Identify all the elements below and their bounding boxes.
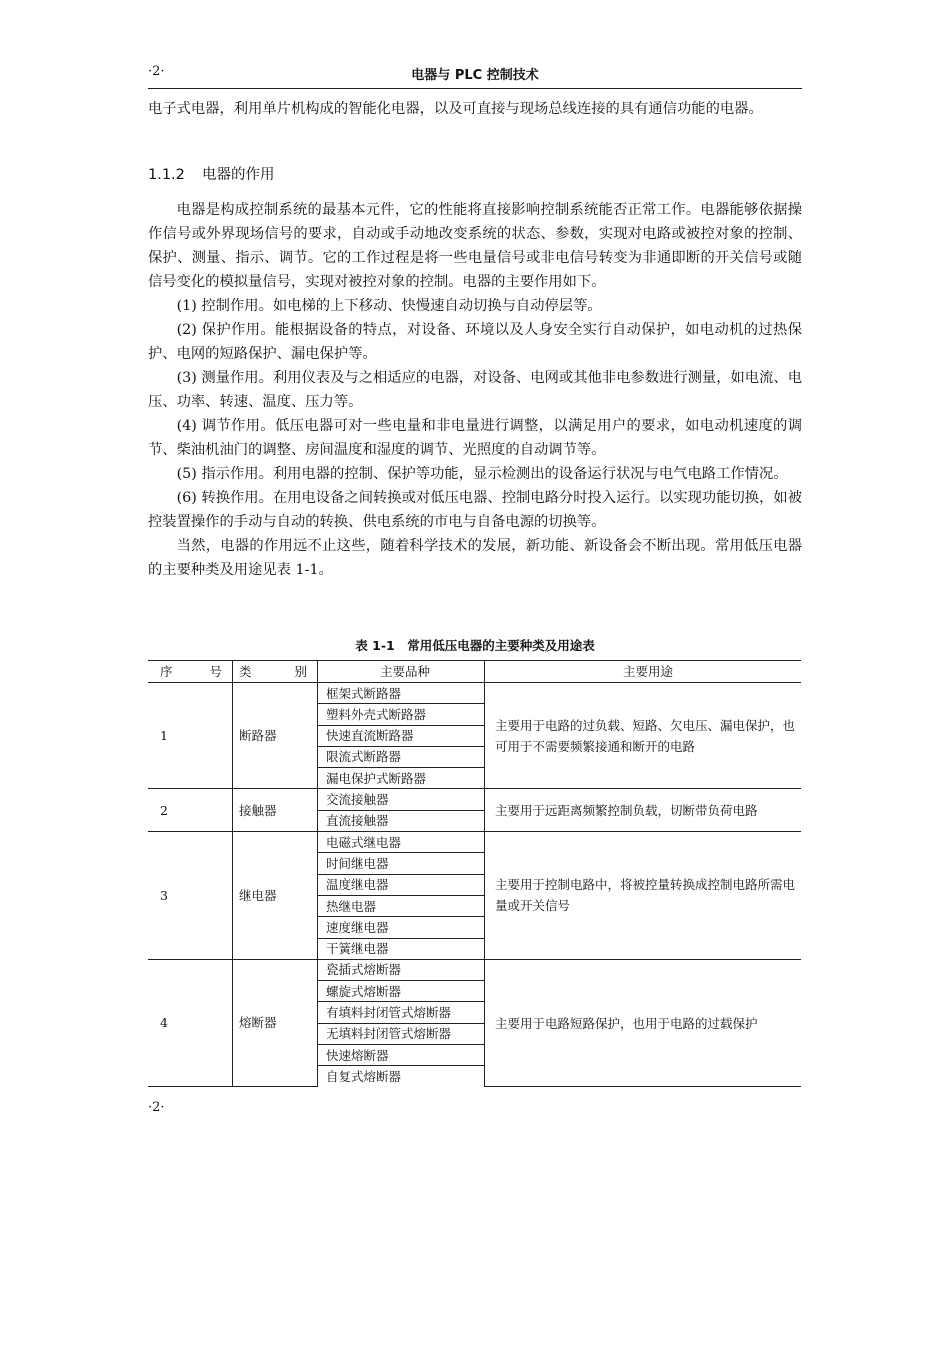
list-item: (4) 调节作用。低压电器可对一些电量和非电量进行调整，以满足用户的要求，如电动机速度的调节、柴油机油门的调整、房间温度和湿度的调节、光照度的自动调节等。 xyxy=(148,418,802,458)
header-seq: 序 号 xyxy=(148,661,233,683)
table-row xyxy=(148,959,801,980)
section-body xyxy=(148,198,802,582)
table-row xyxy=(148,789,801,810)
variety-cell: 电磁式继电器 xyxy=(318,832,485,853)
seq-cell: 2 xyxy=(148,789,233,832)
table-row xyxy=(148,832,801,853)
variety-cell: 漏电保护式断路器 xyxy=(318,768,485,789)
list-item: (2) 保护作用。能根据设备的特点，对设备、环境以及人身安全实行自动保护，如电动机的过热保护、电网的短路保护、漏电保护等。 xyxy=(148,322,802,362)
list-item: (5) 指示作用。利用电器的控制、保护等功能，显示检测出的设备运行状况与电气电路工作情况。 xyxy=(176,466,788,482)
variety-cell: 有填料封闭管式熔断器 xyxy=(318,1002,485,1023)
seq-cell: 1 xyxy=(148,683,233,789)
usage-cell: 主要用于控制电路中，将被控量转换成控制电路所需电量或开关信号 xyxy=(485,832,802,960)
running-header xyxy=(148,64,802,86)
variety-cell: 时间继电器 xyxy=(318,853,485,874)
variety-cell: 快速熔断器 xyxy=(318,1045,485,1066)
variety-cell: 温度继电器 xyxy=(318,874,485,895)
variety-cell: 干簧继电器 xyxy=(318,938,485,959)
footer-page-number: ·2· xyxy=(148,1100,165,1115)
usage-cell: 主要用于电路的过负载、短路、欠电压、漏电保护，也可用于不需要频繁接通和断开的电路 xyxy=(485,683,802,789)
variety-cell: 快速直流断路器 xyxy=(318,725,485,746)
list-item: (3) 测量作用。利用仪表及与之相适应的电器，对设备、电网或其他非电参数进行测量，如电流、电压、功率、转速、温度、压力等。 xyxy=(148,370,802,410)
variety-cell: 框架式断路器 xyxy=(318,683,485,704)
table-row xyxy=(148,683,801,704)
seq-cell: 3 xyxy=(148,832,233,960)
variety-cell: 直流接触器 xyxy=(318,810,485,831)
list-item: (1) 控制作用。如电梯的上下移动、快慢速自动切换与自动停层等。 xyxy=(176,298,602,314)
paragraph: 电器是构成控制系统的最基本元件，它的性能将直接影响控制系统能否正常工作。电器能够依据操作信号或外界现场信号的要求，自动或手动地改变系统的状态、参数，实现对电路或被控对象的控制、保护、测量、指示、调节。它的工作过程是将一些电量信号或非电信号转变为非通即断的开关信号或随信号变化的模拟量信号，实现对被控对象的控制。电器的主要作用如下。 xyxy=(148,202,802,290)
category-cell: 继电器 xyxy=(233,832,318,960)
variety-cell: 螺旋式熔断器 xyxy=(318,981,485,1002)
section-heading xyxy=(148,163,275,184)
variety-cell: 速度继电器 xyxy=(318,917,485,938)
section-number: 1.1.2 xyxy=(148,167,185,183)
list-item: (6) 转换作用。在用电设备之间转换或对低压电器、控制电路分时投入运行。以实现功能切换，如被控装置操作的手动与自动的转换、供电系统的市电与自备电源的切换等。 xyxy=(148,490,802,530)
section-title: 电器的作用 xyxy=(202,167,275,183)
header-category: 类 别 xyxy=(233,661,318,683)
table-header-row xyxy=(148,661,801,683)
header-book-title: 电器与 PLC 控制技术 xyxy=(411,68,539,83)
category-cell: 接触器 xyxy=(233,789,318,832)
header-page-number: ·2· xyxy=(148,64,165,79)
header-usage: 主要用途 xyxy=(485,661,802,683)
variety-cell: 热继电器 xyxy=(318,895,485,916)
devices-table xyxy=(148,660,801,1087)
header-rule xyxy=(148,88,802,89)
variety-cell: 塑料外壳式断路器 xyxy=(318,704,485,725)
header-variety: 主要品种 xyxy=(318,661,485,683)
category-cell: 断路器 xyxy=(233,683,318,789)
table-caption: 表 1-1 常用低压电器的主要种类及用途表 xyxy=(355,638,595,653)
variety-cell: 限流式断路器 xyxy=(318,746,485,767)
intro-block xyxy=(148,97,802,121)
intro-paragraph: 电子式电器，利用单片机构成的智能化电器，以及可直接与现场总线连接的具有通信功能的电器。 xyxy=(148,101,763,117)
variety-cell: 瓷插式熔断器 xyxy=(318,959,485,980)
seq-cell: 4 xyxy=(148,959,233,1086)
usage-cell: 主要用于电路短路保护，也用于电路的过载保护 xyxy=(485,959,802,1086)
variety-cell: 无填料封闭管式熔断器 xyxy=(318,1023,485,1044)
variety-cell: 自复式熔断器 xyxy=(318,1066,485,1087)
category-cell: 熔断器 xyxy=(233,959,318,1086)
closing-paragraph: 当然，电器的作用远不止这些，随着科学技术的发展，新功能、新设备会不断出现。常用低压电器的主要种类及用途见表 1-1。 xyxy=(148,538,802,578)
variety-cell: 交流接触器 xyxy=(318,789,485,810)
usage-cell: 主要用于远距离频繁控制负载，切断带负荷电路 xyxy=(485,789,802,832)
